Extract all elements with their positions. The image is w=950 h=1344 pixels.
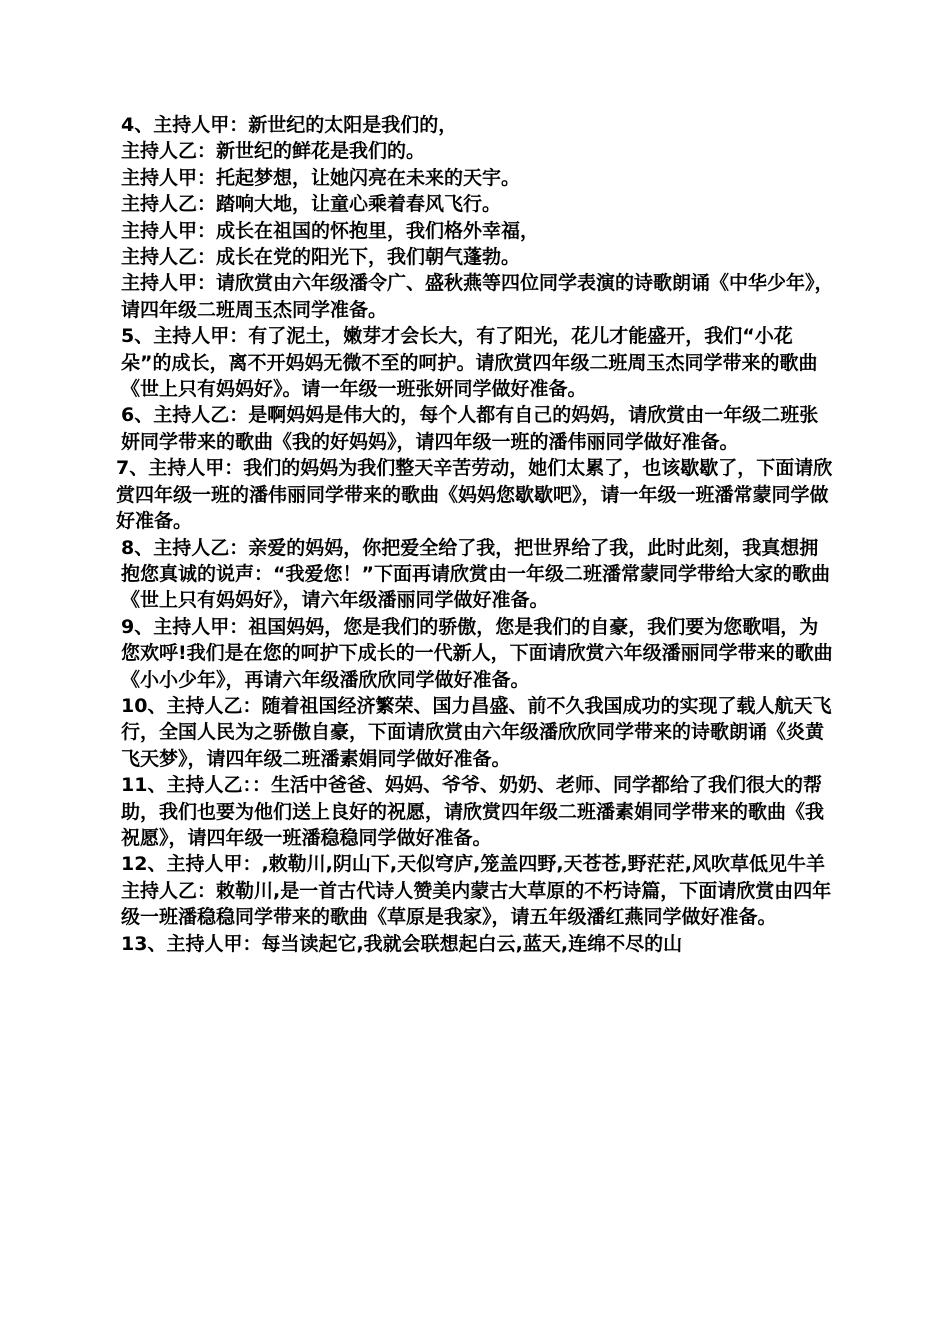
- paragraph-host-b-2: 主持人乙：踏响大地，让童心乘着春风飞行。: [121, 193, 502, 216]
- paragraph-12: 12、主持人甲：,敕勒川,阴山下,天似穹庐,笼盖四野,天苍苍,野茫茫,风吹草低见牛羊: [121, 853, 825, 876]
- paragraph-4: 4、主持人甲：新世纪的太阳是我们的，: [121, 114, 458, 136]
- paragraph-6: 6、主持人乙：是啊妈妈是伟大的，每个人都有自己的妈妈，请欣赏由一年级二班张妍同学带来的歌曲《我的好妈妈》，请四年级一班的潘伟丽同学做好准备。: [121, 404, 819, 453]
- paragraph-7: 7、主持人甲：我们的妈妈为我们整天辛苦劳动，她们太累了，也该歇歇了，下面请欣赏四年级一班的潘伟丽同学带来的歌曲《妈妈您歇歇吧》，请一年级一班潘常蒙同学做好准备。: [116, 457, 833, 533]
- paragraph-9: 9、主持人甲：祖国妈妈，您是我们的骄傲，您是我们的自豪，我们要为您歌唱，为您欢呼!我们是在您的呵护下成长的一代新人，下面请欣赏六年级潘丽同学带来的歌曲《小小少年》，再请六年级潘欣欣同学做好准备。: [121, 615, 833, 691]
- paragraph-host-a-1: 主持人甲：托起梦想，让她闪亮在未来的天宇。: [121, 166, 521, 189]
- paragraph-host-b-3: 主持人乙：成长在党的阳光下，我们朝气蓬勃。: [121, 246, 521, 269]
- paragraph-13: 13、主持人甲：每当读起它,我就会联想起白云,蓝天,连绵不尽的山: [121, 932, 683, 955]
- paragraph-5: 5、主持人甲：有了泥土，嫩芽才会长大，有了阳光，花儿才能盛开，我们“小花朵”的成长，离不开妈妈无微不至的呵护。请欣赏四年级二班周玉杰同学带来的歌曲《世上只有妈妈好》。请一年级一班张妍同学做好准备。: [121, 325, 818, 401]
- document-body: [116, 112, 836, 957]
- paragraph-host-b-1: 主持人乙：新世纪的鲜花是我们的。: [121, 140, 426, 163]
- paragraph-host-a-2: 主持人甲：成长在祖国的怀抱里，我们格外幸福，: [121, 219, 540, 242]
- paragraph-10: 10、主持人乙：随着祖国经济繁荣、国力昌盛、前不久我国成功的实现了载人航天飞行，全国人民为之骄傲自豪，下面请欣赏由六年级潘欣欣同学带来的诗歌朗诵《炎黄飞天梦》，请四年级二班潘素娟同学做好准备。: [121, 694, 832, 770]
- paragraph-host-a-3: 主持人甲：请欣赏由六年级潘令广、盛秋燕等四位同学表演的诗歌朗诵《中华少年》，请四年级二班周玉杰同学准备。: [121, 272, 834, 321]
- paragraph-11: 11、主持人乙：：生活中爸爸、妈妈、爷爷、奶奶、老师、同学都给了我们很大的帮助，我们也要为他们送上良好的祝愿，请欣赏四年级二班潘素娟同学带来的歌曲《我祝愿》，请四年级一班潘稳稳同学做好准备。: [121, 774, 825, 849]
- paragraph-8: 8、主持人乙：亲爱的妈妈，你把爱全给了我，把世界给了我，此时此刻，我真想拥抱您真诚的说声：“我爱您！”下面再请欣赏由一年级二班潘常蒙同学带给大家的歌曲《世上只有妈妈好》，请六年级潘丽同学做好准备。: [121, 536, 830, 612]
- paragraph-host-b-4: 主持人乙：敕勒川,是一首古代诗人赞美内蒙古大草原的不朽诗篇，下面请欣赏由四年级一班潘稳稳同学带来的歌曲《草原是我家》，请五年级潘红燕同学做好准备。: [121, 879, 832, 929]
